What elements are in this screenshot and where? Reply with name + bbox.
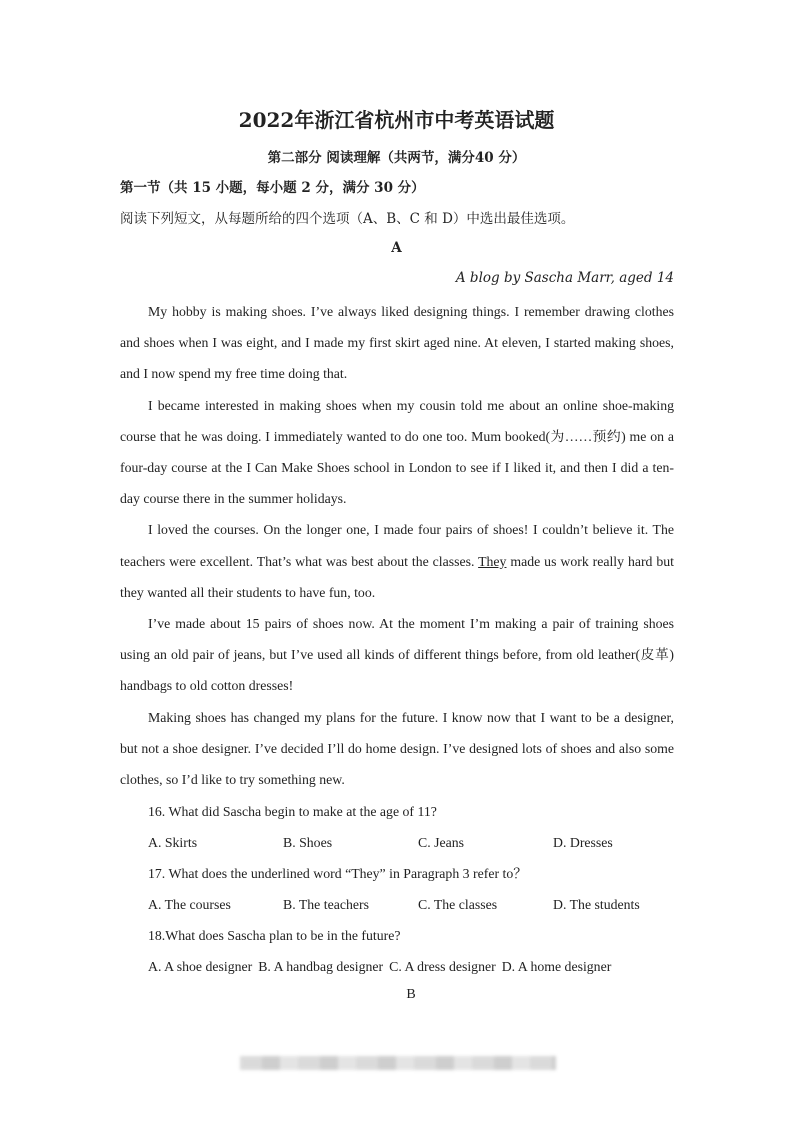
option-16-a: A. Skirts <box>148 835 198 850</box>
option-17-b: B. The teachers <box>283 897 369 912</box>
paragraph-2: I became interested in making shoes when my cousin told me about an online shoe-making course that he was doing. I immediately wanted to do one too. Mum booked(为……预约) me on a four-day course at the I Can Make Shoes school in London to see if I liked it, and then I did a ten-day course there in the summer holidays. <box>120 397 674 507</box>
option-17-c: C. The classes <box>418 897 498 912</box>
paragraph-3-part-2: made us work really hard but they wanted all their students to have fun, too. <box>120 553 674 600</box>
question-17-stem: 17. What does the underlined word “They” in Paragraph 3 refer to？ <box>148 866 528 881</box>
option-17-d: D. The students <box>553 897 640 912</box>
option-16-b: B. Shoes <box>283 835 333 850</box>
paragraph-5: Making shoes has changed my plans for the future. I know now that I want to be a designer, but not a shoe designer. I’ve decided I’ll do home design. I’ve designed lots of shoes and also some clothes, so I’d like to try something new. <box>120 709 674 788</box>
question-18-stem: 18.What does Sascha plan to be in the future? <box>148 928 401 943</box>
option-18-d: D. A home designer <box>501 959 612 974</box>
option-18-a: A. A shoe designer <box>148 959 253 974</box>
passage-a-body <box>120 296 674 795</box>
section-heading: 第一节（共 15 小题，每小题 2 分，满分 30 分） <box>120 180 425 196</box>
question-16-stem: 16. What did Sascha begin to make at the age of 11? <box>148 804 437 819</box>
question-list <box>148 796 688 982</box>
paragraph-3-part-1: I loved the courses. On the longer one, I made four pairs of shoes! I couldn’t believe it. The teachers were excellent. That’s what was best about the classes. <box>120 522 674 569</box>
paragraph-1: My hobby is making shoes. I’ve always liked designing things. I remember drawing clothes and shoes when I was eight, and I made my first skirt aged nine. At eleven, I started making shoes, and I now spend my free time doing that. <box>120 304 674 382</box>
option-17-a: A. The courses <box>148 897 231 912</box>
option-18-c: C. A dress designer <box>389 959 496 974</box>
passage-a-label: A <box>391 240 402 256</box>
underlined-word: They <box>478 553 507 569</box>
option-16-d: D. Dresses <box>553 835 613 850</box>
option-16-c: C. Jeans <box>418 835 464 850</box>
question-18-options <box>148 951 688 982</box>
page-title: 2022年浙江省杭州市中考英语试题 <box>238 108 555 132</box>
blurred-watermark <box>240 1056 556 1070</box>
paragraph-4: I’ve made about 15 pairs of shoes now. At the moment I’m making a pair of training shoes using an old pair of jeans, but I’ve used all kinds of different things before, from old leather(皮革) handbags to old cotton dresses! <box>120 616 674 694</box>
option-18-b: B. A handbag designer <box>258 959 384 974</box>
part-heading: 第二部分 阅读理解（共两节，满分40 分） <box>267 150 526 166</box>
instructions: 阅读下列短文，从每题所给的四个选项（A、B、C 和 D）中选出最佳选项。 <box>120 211 575 227</box>
passage-byline: A blog by Sascha Marr, aged 14 <box>455 270 674 286</box>
paragraph-3 <box>120 514 674 608</box>
question-16-options <box>148 827 688 858</box>
passage-b-label: B <box>406 987 416 1002</box>
question-17-options <box>148 889 688 920</box>
